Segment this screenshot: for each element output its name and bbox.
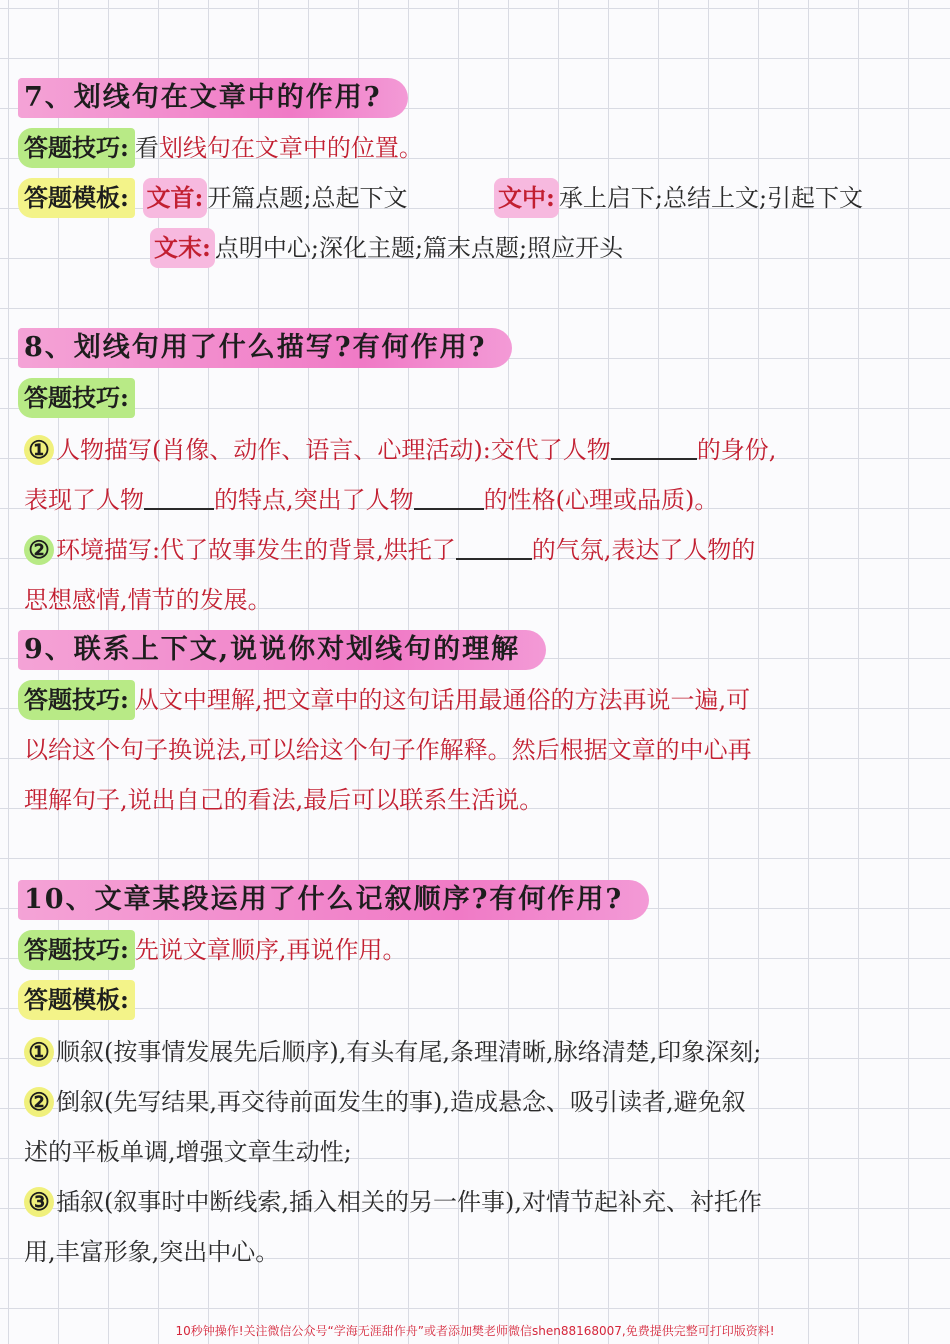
q10-item2-row-2 bbox=[24, 1132, 352, 1172]
q7-title: 7、划线句在文章中的作用? bbox=[18, 78, 408, 118]
q7-skill-pre: 看 bbox=[134, 134, 159, 162]
q10-item1-number: ① bbox=[24, 1037, 54, 1067]
q8-item1-blank-2[interactable] bbox=[144, 484, 214, 510]
q10-item3-text-b: 用,丰富形象,突出中心。 bbox=[24, 1238, 280, 1266]
q7-pos2-tag: 文中: bbox=[494, 178, 559, 218]
q8-item1-blank-3[interactable] bbox=[414, 484, 484, 510]
q8-item2-text-a: 环境描写:代了故事发生的背景,烘托了 bbox=[56, 536, 456, 564]
q10-skill-label: 答题技巧: bbox=[18, 930, 135, 970]
q10-item2-text-b: 述的平板单调,增强文章生动性; bbox=[24, 1138, 352, 1166]
q10-skill-text: 先说文章顺序,再说作用。 bbox=[134, 936, 407, 964]
q8-item1-text-d: 的特点,突出了人物 bbox=[214, 486, 414, 514]
q7-title-row bbox=[24, 78, 408, 118]
q9-title: 9、联系上下文,说说你对划线句的理解 bbox=[18, 630, 546, 670]
q10-item1-row bbox=[24, 1032, 761, 1072]
q10-item2-text-a: 倒叙(先写结果,再交待前面发生的事),造成悬念、吸引读者,避免叙 bbox=[56, 1088, 746, 1116]
q10-item3-number: ③ bbox=[24, 1187, 54, 1217]
q10-item1-text: 顺叙(按事情发展先后顺序),有头有尾,条理清晰,脉络清楚,印象深刻; bbox=[56, 1038, 762, 1066]
q9-skill-row bbox=[24, 680, 750, 720]
q10-skill-row bbox=[24, 930, 407, 970]
q8-skill-row bbox=[24, 378, 135, 418]
q10-item3-text-a: 插叙(叙事时中断线索,插入相关的另一件事),对情节起补充、衬托作 bbox=[56, 1188, 762, 1216]
footer-notice: 10秒钟操作!关注微信公众号“学海无涯甜作舟”或者添加樊老师微信shen88168007,免费提供完整可打印版资料! bbox=[175, 1324, 775, 1338]
q9-row-3 bbox=[24, 780, 543, 820]
q7-pos2-text: 承上启下;总结上文;引起下文 bbox=[558, 184, 864, 212]
q8-item1-blank-1[interactable] bbox=[611, 434, 697, 460]
q7-template-label: 答题模板: bbox=[18, 178, 135, 218]
q8-item1-text-b: 的身份, bbox=[696, 436, 777, 464]
q10-title-row bbox=[24, 880, 649, 920]
q10-template-label: 答题模板: bbox=[18, 980, 135, 1020]
q7-skill-label: 答题技巧: bbox=[18, 128, 135, 168]
q9-line-3: 理解句子,说出自己的看法,最后可以联系生活说。 bbox=[24, 786, 544, 814]
q8-item2-row-2 bbox=[24, 580, 272, 620]
q7-template-row bbox=[24, 178, 407, 218]
q10-title: 10、文章某段运用了什么记叙顺序?有何作用? bbox=[18, 880, 649, 920]
q8-item1-row bbox=[24, 430, 776, 470]
q8-item2-blank[interactable] bbox=[456, 534, 532, 560]
q10-item2-number: ② bbox=[24, 1087, 54, 1117]
q8-skill-label: 答题技巧: bbox=[18, 378, 135, 418]
q10-template-row bbox=[24, 980, 135, 1020]
q9-line-1: 从文中理解,把文章中的这句话用最通俗的方法再说一遍,可 bbox=[134, 686, 751, 714]
q7-pos1-tag: 文首: bbox=[143, 178, 208, 218]
q8-item1-number: ① bbox=[24, 435, 54, 465]
q9-title-row bbox=[24, 630, 546, 670]
q8-title-row bbox=[24, 328, 512, 368]
q9-row-2 bbox=[24, 730, 752, 770]
q8-item1-text-c: 表现了人物 bbox=[24, 486, 144, 514]
q8-item2-text-c: 思想感情,情节的发展。 bbox=[24, 586, 272, 614]
q8-item2-text-b: 的气氛,表达了人物的 bbox=[531, 536, 756, 564]
q8-item1-row-2 bbox=[24, 480, 718, 520]
q8-item2-row bbox=[24, 530, 755, 570]
q7-pos3-text: 点明中心;深化主题;篇末点题;照应开头 bbox=[214, 234, 624, 262]
q7-pos3-tag: 文末: bbox=[150, 228, 215, 268]
q7-skill-text: 划线句在文章中的位置。 bbox=[158, 134, 423, 162]
q9-line-2: 以给这个句子换说法,可以给这个句子作解释。然后根据文章的中心再 bbox=[24, 736, 752, 764]
q7-pos1-text: 开篇点题;总起下文 bbox=[207, 184, 408, 212]
q7-pos3-row bbox=[150, 228, 623, 268]
q8-item1-text-a: 人物描写(肖像、动作、语言、心理活动):交代了人物 bbox=[56, 436, 611, 464]
q10-item2-row bbox=[24, 1082, 746, 1122]
q8-item2-number: ② bbox=[24, 535, 54, 565]
q10-item3-row-2 bbox=[24, 1232, 279, 1272]
q7-pos2-row bbox=[494, 178, 863, 218]
q9-skill-label: 答题技巧: bbox=[18, 680, 135, 720]
q8-item1-text-e: 的性格(心理或品质)。 bbox=[483, 486, 719, 514]
q10-item3-row bbox=[24, 1182, 762, 1222]
q8-title: 8、划线句用了什么描写?有何作用? bbox=[18, 328, 512, 368]
q7-skill-row bbox=[24, 128, 423, 168]
